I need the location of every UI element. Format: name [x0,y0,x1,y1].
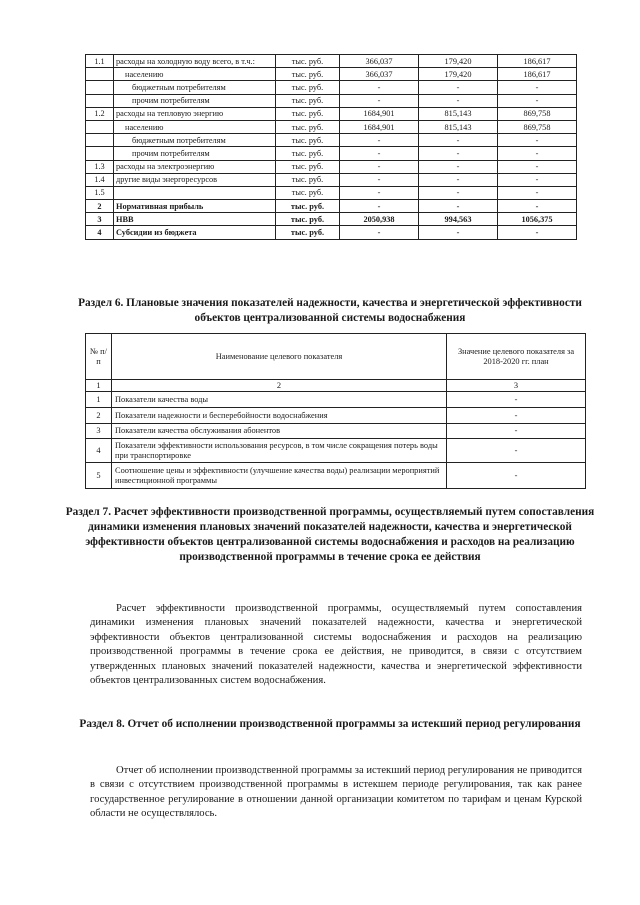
value-first-half: 179,420 [419,55,498,68]
row-number: 3 [86,213,114,226]
table-row [86,160,577,173]
table-row [86,94,577,107]
value-first-half: 815,143 [419,107,498,120]
value-second-half: - [498,81,577,94]
value-first-half: - [419,134,498,147]
indicator-value: - [447,424,586,439]
table-row [86,107,577,120]
value-total: - [340,81,419,94]
table-row [86,134,577,147]
indicator-value: - [447,392,586,408]
target-indicators-table [85,333,586,489]
section-8-text: Отчет об исполнении производственной программы за истекший период регулирования не приводится в связи с отсутствием производственной программы в истекшем периоде регулирования, так как ранее государственное регулирование в отношении данной организации комитетом по тарифам и ценам Курской области не осуществлялось. [90,765,582,820]
expenses-table [85,54,577,240]
value-total: - [340,134,419,147]
value-second-half: 186,617 [498,68,577,81]
row-number: 2 [86,408,112,424]
value-total: - [340,226,419,239]
unit: тыс. руб. [276,107,340,120]
section-6-title: Раздел 6. Плановые значения показателей надежности, качества и энергетической эффективности объектов централизованной системы водоснабжения [78,297,582,324]
indicator-name: Соотношение цены и эффективности (улучшение качества воды) реализации мероприятий инвестиционной программы [112,463,447,489]
value-first-half: - [419,186,498,199]
unit: тыс. руб. [276,186,340,199]
value-second-half: - [498,173,577,186]
item-name: НВВ [114,213,276,226]
row-number [86,81,114,94]
item-name: бюджетным потребителям [114,134,276,147]
value-first-half: 179,420 [419,68,498,81]
item-name: расходы на тепловую энергию [114,107,276,120]
indicator-name: Показатели эффективности использования ресурсов, в том числе сокращения потерь воды при транспортировке [112,439,447,463]
table-row [86,200,577,213]
value-total: - [340,147,419,160]
value-second-half: 1056,375 [498,213,577,226]
unit: тыс. руб. [276,213,340,226]
item-name: расходы на электроэнергию [114,160,276,173]
indicator-value: - [447,463,586,489]
item-name [114,186,276,199]
row-number: 1 [86,392,112,408]
row-number [86,94,114,107]
row-number: 2 [86,200,114,213]
item-name: бюджетным потребителям [114,81,276,94]
value-total: 1684,901 [340,120,419,133]
section-7-text: Расчет эффективности производственной программы, осуществляемый путем сопоставления динамики изменения плановых значений показателей надежности, качества и энергетической эффективности объектов централизованной системы водоснабжения и расходов на реализацию производственной программы в течение срока ее действия, не приводится, в связи с отсутствием утвержденных плановых значений показателей надежности, качества и энергетической эффективности объектов централизованных систем водоснабжения. [90,603,582,687]
row-number: 4 [86,226,114,239]
value-second-half: - [498,160,577,173]
row-number: 3 [86,424,112,439]
value-first-half: 994,563 [419,213,498,226]
value-total: - [340,160,419,173]
row-number: 1.5 [86,186,114,199]
value-second-half: 869,758 [498,107,577,120]
value-total: - [340,200,419,213]
value-second-half: 186,617 [498,55,577,68]
table-row [86,213,577,226]
indicator-name: Показатели качества обслуживания абонентов [112,424,447,439]
unit: тыс. руб. [276,120,340,133]
value-second-half: - [498,94,577,107]
value-total: - [340,173,419,186]
row-number: 1.4 [86,173,114,186]
table-row [86,173,577,186]
indicator-name: Показатели качества воды [112,392,447,408]
item-name: расходы на холодную воду всего, в т.ч.: [114,55,276,68]
value-first-half: - [419,81,498,94]
unit: тыс. руб. [276,81,340,94]
value-first-half: - [419,160,498,173]
header-number: № п/ п [86,334,112,380]
unit: тыс. руб. [276,147,340,160]
indicator-name: Показатели надежности и бесперебойности водоснабжения [112,408,447,424]
value-first-half: 815,143 [419,120,498,133]
value-first-half: - [419,147,498,160]
indicator-value: - [447,439,586,463]
unit: тыс. руб. [276,134,340,147]
value-first-half: - [419,200,498,213]
table-row [86,186,577,199]
header-indicator-name: Наименование целевого показателя [112,334,447,380]
value-first-half: - [419,173,498,186]
unit: тыс. руб. [276,160,340,173]
row-number: 1.2 [86,107,114,120]
item-name: Субсидии из бюджета [114,226,276,239]
row-number [86,68,114,81]
row-number: 4 [86,439,112,463]
value-first-half: - [419,226,498,239]
value-second-half: - [498,200,577,213]
row-number: 5 [86,463,112,489]
value-total: 2050,938 [340,213,419,226]
section-8-title: Раздел 8. Отчет об исполнении производственной программы за истекший период регулирования [79,718,581,730]
table-row [86,226,577,239]
table-row [86,55,577,68]
value-second-half: - [498,226,577,239]
column-number-2: 2 [112,380,447,392]
value-second-half: - [498,147,577,160]
item-name: другие виды энергоресурсов [114,173,276,186]
row-number [86,147,114,160]
table-row [86,81,577,94]
row-number: 1.1 [86,55,114,68]
unit: тыс. руб. [276,226,340,239]
unit: тыс. руб. [276,200,340,213]
unit: тыс. руб. [276,173,340,186]
section-7-title: Раздел 7. Расчет эффективности производственной программы, осуществляемый путем сопоставления динамики изменения плановых значений показателей надежности, качества и энергетической эффективности объектов централизованной системы водоснабжения и расходов на реализацию производственной программы в течение срока ее действия [65,506,595,563]
value-total: - [340,94,419,107]
row-number: 1.3 [86,160,114,173]
value-first-half: - [419,94,498,107]
column-number-3: 3 [447,380,586,392]
value-second-half: 869,758 [498,120,577,133]
row-number [86,120,114,133]
indicator-value: - [447,408,586,424]
unit: тыс. руб. [276,94,340,107]
table-row [86,68,577,81]
header-target-value: Значение целевого показателя за 2018-2020 гг. план [447,334,586,380]
value-second-half: - [498,134,577,147]
value-total: - [340,186,419,199]
item-name: прочим потребителям [114,94,276,107]
item-name: населению [114,120,276,133]
value-total: 1684,901 [340,107,419,120]
row-number [86,134,114,147]
unit: тыс. руб. [276,55,340,68]
table-row [86,147,577,160]
item-name: Нормативная прибыль [114,200,276,213]
item-name: населению [114,68,276,81]
unit: тыс. руб. [276,68,340,81]
value-total: 366,037 [340,68,419,81]
value-total: 366,037 [340,55,419,68]
value-second-half: - [498,186,577,199]
table-row [86,120,577,133]
item-name: прочим потребителям [114,147,276,160]
column-number-1: 1 [86,380,112,392]
